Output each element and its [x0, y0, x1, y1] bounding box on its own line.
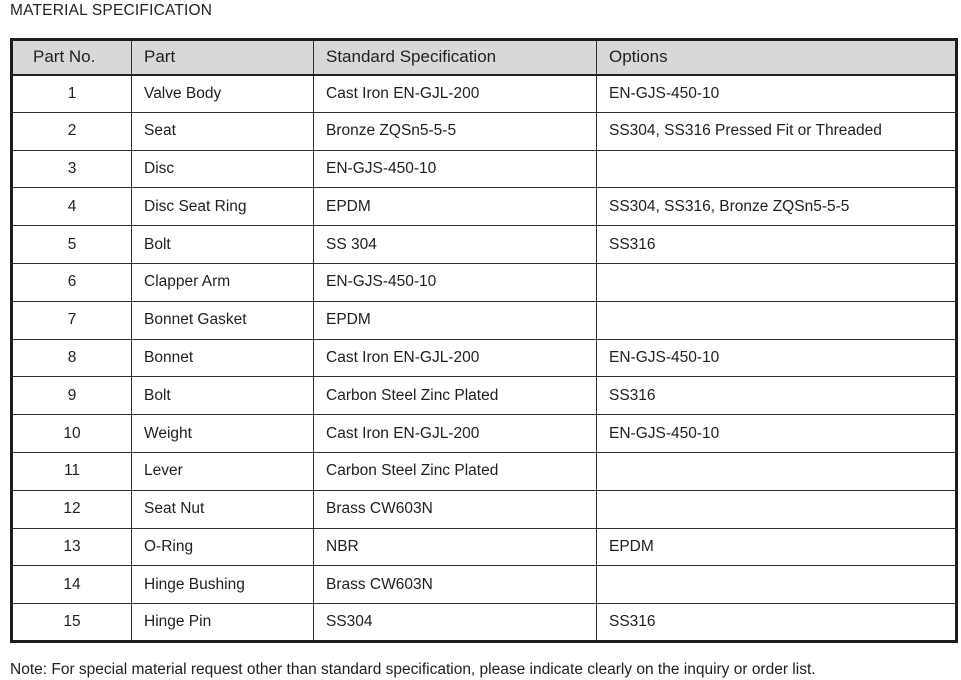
header-part: Part	[132, 40, 314, 75]
cell-standard: EPDM	[314, 188, 597, 226]
header-row	[12, 40, 957, 75]
cell-part-no: 15	[12, 604, 132, 642]
cell-options: EN-GJS-450-10	[597, 415, 957, 453]
page-title: MATERIAL SPECIFICATION	[10, 2, 213, 19]
cell-standard: Carbon Steel Zinc Plated	[314, 377, 597, 415]
cell-part: Clapper Arm	[132, 263, 314, 301]
cell-options: EPDM	[597, 528, 957, 566]
cell-options: SS304, SS316, Bronze ZQSn5-5-5	[597, 188, 957, 226]
cell-part: Disc	[132, 150, 314, 188]
table-row	[12, 452, 957, 490]
cell-options	[597, 301, 957, 339]
cell-standard: Carbon Steel Zinc Plated	[314, 452, 597, 490]
cell-options: EN-GJS-450-10	[597, 75, 957, 113]
cell-part: Bonnet	[132, 339, 314, 377]
cell-options	[597, 490, 957, 528]
cell-options: SS316	[597, 377, 957, 415]
cell-part-no: 13	[12, 528, 132, 566]
table-header	[12, 40, 957, 75]
material-specification-table	[10, 38, 958, 643]
cell-part-no: 10	[12, 415, 132, 453]
cell-part-no: 1	[12, 75, 132, 113]
cell-options: SS316	[597, 604, 957, 642]
cell-part-no: 12	[12, 490, 132, 528]
table-row	[12, 112, 957, 150]
table-row	[12, 490, 957, 528]
cell-standard: EN-GJS-450-10	[314, 150, 597, 188]
cell-part: Hinge Bushing	[132, 566, 314, 604]
table-row	[12, 528, 957, 566]
cell-part: Hinge Pin	[132, 604, 314, 642]
cell-standard: EPDM	[314, 301, 597, 339]
cell-part: Lever	[132, 452, 314, 490]
cell-standard: Bronze ZQSn5-5-5	[314, 112, 597, 150]
footnote: Note: For special material request other than standard specification, please indicate clearly on the inquiry or order list.	[10, 660, 816, 678]
cell-options	[597, 263, 957, 301]
cell-options	[597, 150, 957, 188]
cell-part-no: 5	[12, 226, 132, 264]
cell-part-no: 8	[12, 339, 132, 377]
table-row	[12, 604, 957, 642]
cell-part-no: 2	[12, 112, 132, 150]
table-body	[12, 75, 957, 642]
cell-part: Disc Seat Ring	[132, 188, 314, 226]
cell-standard: EN-GJS-450-10	[314, 263, 597, 301]
table-row	[12, 188, 957, 226]
table-row	[12, 377, 957, 415]
table-row	[12, 415, 957, 453]
cell-part-no: 6	[12, 263, 132, 301]
header-options: Options	[597, 40, 957, 75]
cell-part-no: 4	[12, 188, 132, 226]
table-row	[12, 226, 957, 264]
cell-standard: Cast Iron EN-GJL-200	[314, 339, 597, 377]
table-row	[12, 566, 957, 604]
cell-options: EN-GJS-450-10	[597, 339, 957, 377]
table-row	[12, 339, 957, 377]
cell-part-no: 11	[12, 452, 132, 490]
cell-part-no: 7	[12, 301, 132, 339]
cell-part: Bolt	[132, 377, 314, 415]
cell-standard: Cast Iron EN-GJL-200	[314, 75, 597, 113]
table-row	[12, 75, 957, 113]
cell-part-no: 3	[12, 150, 132, 188]
cell-part: Bolt	[132, 226, 314, 264]
header-part-no: Part No.	[12, 40, 132, 75]
cell-part: Valve Body	[132, 75, 314, 113]
cell-standard: NBR	[314, 528, 597, 566]
cell-options: SS304, SS316 Pressed Fit or Threaded	[597, 112, 957, 150]
cell-standard: Brass CW603N	[314, 566, 597, 604]
cell-standard: SS 304	[314, 226, 597, 264]
cell-part: Bonnet Gasket	[132, 301, 314, 339]
cell-options	[597, 452, 957, 490]
cell-standard: SS304	[314, 604, 597, 642]
cell-part: Seat Nut	[132, 490, 314, 528]
cell-options	[597, 566, 957, 604]
cell-options: SS316	[597, 226, 957, 264]
header-standard: Standard Specification	[314, 40, 597, 75]
cell-part: Seat	[132, 112, 314, 150]
cell-part: Weight	[132, 415, 314, 453]
cell-standard: Brass CW603N	[314, 490, 597, 528]
cell-part-no: 9	[12, 377, 132, 415]
cell-standard: Cast Iron EN-GJL-200	[314, 415, 597, 453]
cell-part: O-Ring	[132, 528, 314, 566]
table-row	[12, 263, 957, 301]
table-row	[12, 150, 957, 188]
table-row	[12, 301, 957, 339]
cell-part-no: 14	[12, 566, 132, 604]
